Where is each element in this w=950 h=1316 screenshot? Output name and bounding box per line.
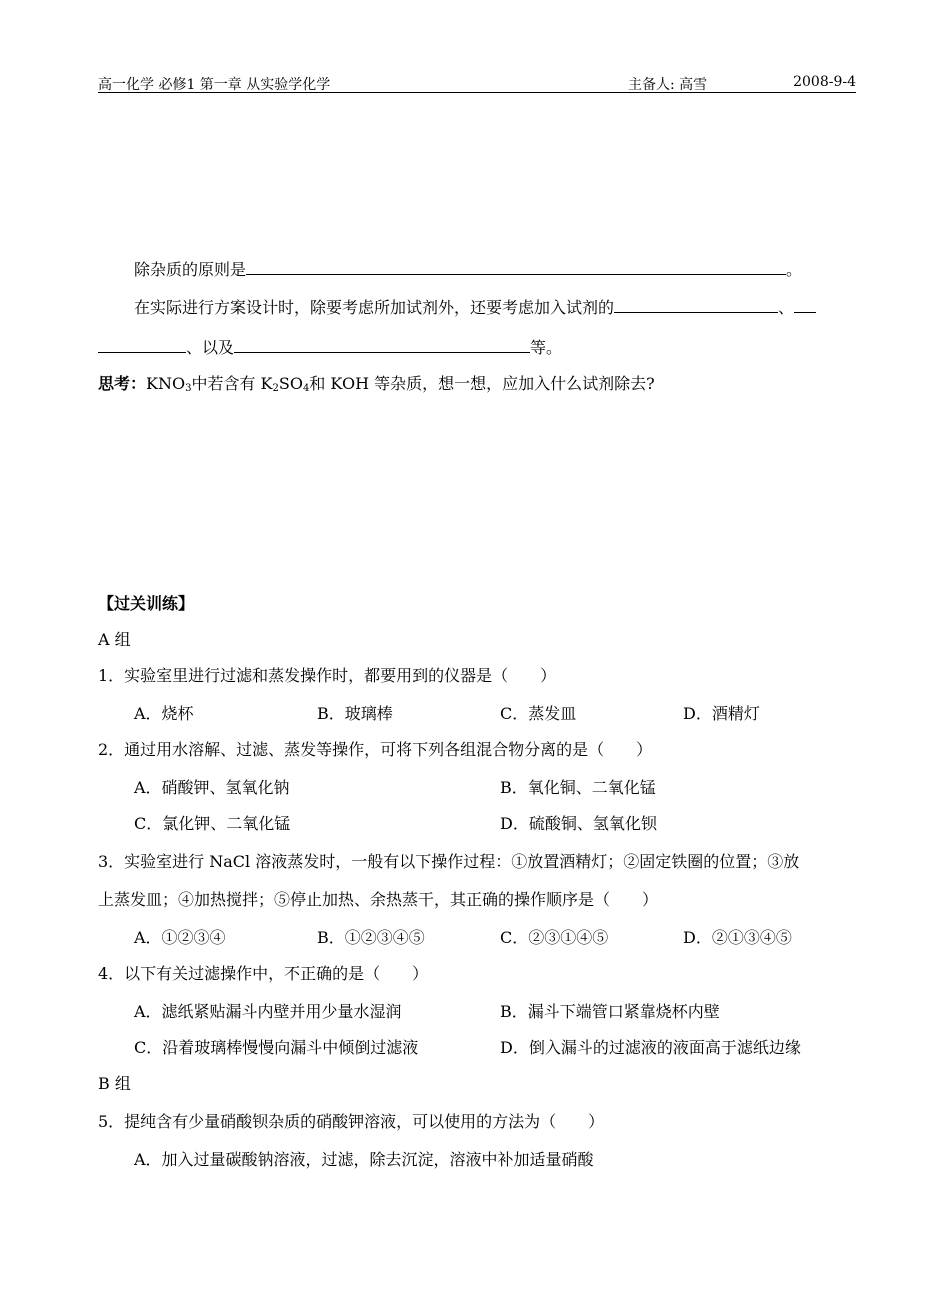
question-1-option-a: A．烧杯 bbox=[134, 704, 194, 723]
question-1-option-b: B．玻璃棒 bbox=[317, 704, 393, 723]
design-blank-2b bbox=[98, 336, 186, 353]
think-text-2: 中若含有 K bbox=[191, 374, 273, 393]
think-text-3: SO bbox=[278, 374, 303, 393]
question-3-stem: 3．实验室进行 NaCl 溶液蒸发时，一般有以下操作过程：①放置酒精灯；②固定铁圈的位置；③放 bbox=[98, 852, 800, 871]
section-title: 【过关训练】 bbox=[98, 594, 195, 613]
design-suffix: 等。 bbox=[530, 338, 563, 357]
design-blank-2a bbox=[794, 296, 816, 313]
think-text-4: 和 KOH 等杂质，想一想，应加入什么试剂除去? bbox=[309, 374, 655, 393]
question-1-option-d: D．酒精灯 bbox=[683, 704, 760, 723]
design-prefix: 在实际进行方案设计时，除要考虑所加试剂外，还要考虑加入试剂的 bbox=[134, 298, 615, 317]
question-2-stem: 2．通过用水溶解、过滤、蒸发等操作，可将下列各组混合物分离的是（ ） bbox=[98, 740, 653, 759]
question-4-option-d: D．倒入漏斗的过滤液的液面高于滤纸边缘 bbox=[500, 1038, 801, 1057]
question-3-option-c: C．②③①④⑤ bbox=[500, 928, 609, 947]
principle-blank bbox=[246, 258, 786, 275]
principle-suffix: 。 bbox=[786, 260, 803, 279]
question-4-option-a: A．滤纸紧贴漏斗内壁并用少量水湿润 bbox=[134, 1002, 402, 1021]
design-blank-3 bbox=[234, 336, 530, 353]
question-1-stem: 1．实验室里进行过滤和蒸发操作时，都要用到的仪器是（ ） bbox=[98, 666, 557, 685]
question-2-option-d: D．硫酸铜、氢氧化钡 bbox=[500, 814, 657, 833]
page-header bbox=[98, 74, 856, 93]
question-2-option-c: C．氯化钾、二氧化锰 bbox=[134, 814, 291, 833]
think-sub-1: 3 bbox=[185, 383, 192, 394]
question-3-option-b: B．①②③④⑤ bbox=[317, 928, 425, 947]
question-3-option-a: A．①②③④ bbox=[134, 928, 226, 947]
think-sub-2: 2 bbox=[272, 383, 279, 394]
header-date: 2008-9-4 bbox=[793, 74, 856, 90]
question-4-stem: 4．以下有关过滤操作中，不正确的是（ ） bbox=[98, 964, 429, 983]
think-line bbox=[98, 374, 655, 394]
question-4-option-b: B．漏斗下端管口紧靠烧杯内壁 bbox=[500, 1002, 720, 1021]
question-5-stem: 5．提纯含有少量硝酸钡杂质的硝酸钾溶液，可以使用的方法为（ ） bbox=[98, 1112, 605, 1131]
question-1-option-c: C．蒸发皿 bbox=[500, 704, 577, 723]
question-2-option-b: B．氧化铜、二氧化锰 bbox=[500, 778, 656, 797]
header-course: 高一化学 必修1 第一章 从实验学化学 bbox=[98, 77, 331, 93]
question-2-option-a: A．硝酸钾、氢氧化钠 bbox=[134, 778, 290, 797]
design-sep1: 、 bbox=[778, 298, 795, 317]
principle-line bbox=[134, 258, 802, 280]
think-sub-3: 4 bbox=[302, 383, 310, 394]
group-b-label: B 组 bbox=[98, 1074, 131, 1093]
header-author: 主备人: 高雪 bbox=[628, 77, 708, 93]
question-5-option-a: A．加入过量碳酸钠溶液，过滤，除去沉淀，溶液中补加适量硝酸 bbox=[134, 1150, 594, 1169]
design-line-2 bbox=[98, 336, 562, 358]
question-4-option-c: C．沿着玻璃棒慢慢向漏斗中倾倒过滤液 bbox=[134, 1038, 419, 1057]
group-a-label: A 组 bbox=[98, 630, 131, 649]
design-blank-1 bbox=[614, 296, 778, 313]
design-line bbox=[134, 296, 816, 318]
think-label: 思考： bbox=[98, 374, 147, 393]
design-sep2: 、以及 bbox=[186, 338, 235, 357]
question-3-stem-cont: 上蒸发皿；④加热搅拌；⑤停止加热、余热蒸干，其正确的操作顺序是（ ） bbox=[98, 890, 659, 909]
think-text-1: KNO bbox=[146, 374, 186, 393]
principle-prefix: 除杂质的原则是 bbox=[134, 260, 247, 279]
question-3-option-d: D．②①③④⑤ bbox=[683, 928, 792, 947]
